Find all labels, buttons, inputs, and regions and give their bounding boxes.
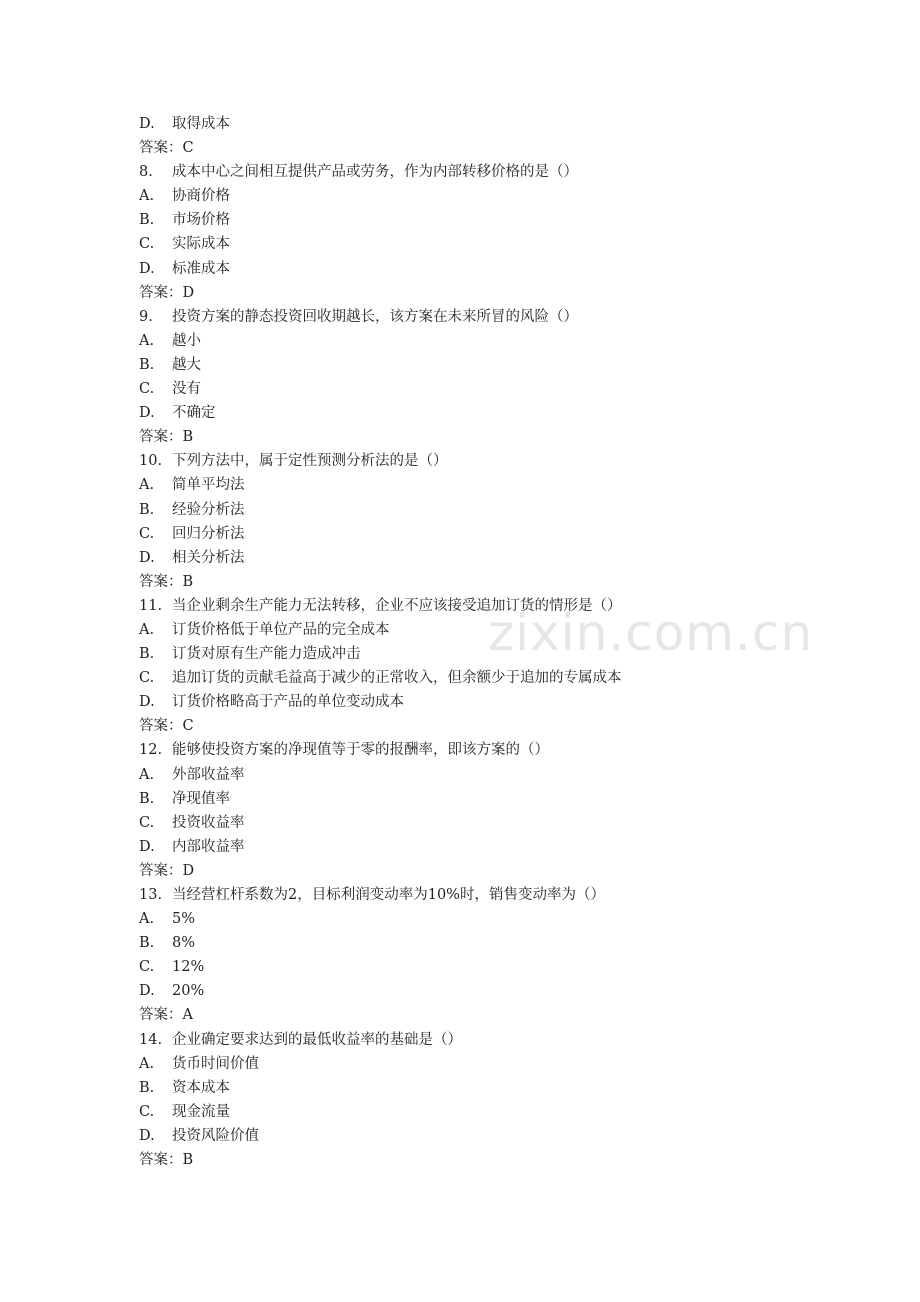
question-text: 投资方案的静态投资回收期越长，该方案在未来所冒的风险（） — [172, 308, 578, 325]
question-line — [139, 449, 859, 473]
question-line — [139, 738, 859, 762]
option-text: 取得成本 — [172, 116, 230, 132]
option-text: 净现值率 — [172, 790, 230, 807]
option-line — [139, 353, 859, 377]
option-text: 投资收益率 — [172, 814, 245, 831]
option-line — [139, 208, 859, 232]
option-line — [139, 763, 859, 787]
option-text: 12% — [172, 959, 205, 976]
option-text: 经验分析法 — [172, 501, 245, 518]
option-letter: C. — [139, 670, 155, 687]
option-letter: C. — [139, 236, 155, 253]
option-text: 标准成本 — [172, 260, 230, 277]
answer-text: 答案：C — [139, 140, 194, 157]
option-text: 5% — [172, 911, 196, 928]
option-letter: C. — [139, 814, 155, 831]
option-line — [139, 931, 859, 955]
option-letter: A. — [139, 477, 155, 494]
question-line — [139, 883, 859, 907]
question-number: 14. — [139, 1031, 163, 1048]
option-line — [139, 473, 859, 497]
question-text: 成本中心之间相互提供产品或劳务，作为内部转移价格的是（） — [172, 164, 578, 181]
option-letter: A. — [139, 188, 155, 205]
option-text: 相关分析法 — [172, 549, 245, 566]
option-letter: B. — [139, 646, 155, 663]
option-letter: D. — [139, 1127, 155, 1144]
option-letter: D. — [139, 983, 155, 1000]
option-line — [139, 184, 859, 208]
option-letter: A. — [139, 766, 155, 783]
answer-line — [139, 714, 859, 738]
option-text: 追加订货的贡献毛益高于减少的正常收入，但余额少于追加的专属成本 — [172, 670, 622, 687]
question-number: 11. — [139, 597, 163, 614]
option-text: 资本成本 — [172, 1079, 230, 1096]
option-text: 货币时间价值 — [172, 1055, 259, 1072]
option-letter: D. — [139, 549, 155, 566]
option-letter: B. — [139, 356, 155, 373]
option-letter: B. — [139, 935, 155, 952]
answer-line — [139, 1148, 859, 1172]
answer-line — [139, 281, 859, 305]
option-text: 协商价格 — [172, 188, 230, 205]
answer-text: 答案：D — [139, 284, 195, 301]
option-text: 越小 — [172, 332, 201, 349]
option-text: 订货价格低于单位产品的完全成本 — [172, 621, 390, 638]
question-line — [139, 594, 859, 618]
option-letter: D. — [139, 116, 155, 132]
option-text: 越大 — [172, 356, 201, 373]
question-text: 当企业剩余生产能力无法转移，企业不应该接受追加订货的情形是（） — [172, 597, 622, 614]
answer-line — [139, 425, 859, 449]
option-line — [139, 377, 859, 401]
question-text: 能够使投资方案的净现值等于零的报酬率，即该方案的（） — [172, 742, 549, 759]
option-line — [139, 835, 859, 859]
option-letter: B. — [139, 1079, 155, 1096]
option-letter: D. — [139, 405, 155, 422]
option-letter: A. — [139, 911, 155, 928]
option-line — [139, 666, 859, 690]
answer-text: 答案：C — [139, 718, 194, 735]
option-letter: C. — [139, 381, 155, 398]
option-text: 订货对原有生产能力造成冲击 — [172, 646, 361, 663]
answer-text: 答案：B — [139, 429, 194, 446]
option-line — [139, 1052, 859, 1076]
question-line — [139, 160, 859, 184]
option-letter: A. — [139, 1055, 155, 1072]
option-text: 回归分析法 — [172, 525, 245, 542]
option-line — [139, 787, 859, 811]
answer-text: 答案：D — [139, 862, 195, 879]
option-text: 订货价格略高于产品的单位变动成本 — [172, 694, 404, 711]
option-letter: C. — [139, 959, 155, 976]
question-number: 13. — [139, 887, 163, 903]
answer-line — [139, 859, 859, 883]
option-text: 没有 — [172, 381, 201, 398]
option-text: 现金流量 — [172, 1103, 230, 1120]
answer-line — [139, 570, 859, 594]
option-letter: A. — [139, 332, 155, 349]
option-line — [139, 618, 859, 642]
option-line — [139, 1100, 859, 1124]
answer-text: 答案：B — [139, 1152, 194, 1169]
option-letter: D. — [139, 838, 155, 855]
option-line — [139, 257, 859, 281]
option-letter: D. — [139, 694, 155, 711]
option-line — [139, 955, 859, 979]
option-letter: B. — [139, 212, 155, 229]
option-line — [139, 642, 859, 666]
option-text: 不确定 — [172, 405, 216, 422]
question-line — [139, 305, 859, 329]
answer-line — [139, 1003, 859, 1027]
option-text: 8% — [172, 935, 196, 952]
question-number: 12. — [139, 742, 163, 759]
option-line — [139, 232, 859, 256]
question-text: 下列方法中，属于定性预测分析法的是（） — [172, 453, 448, 470]
watermark: zixin.com.cn — [488, 604, 814, 662]
option-line — [139, 979, 859, 1003]
question-line — [139, 1028, 859, 1052]
answer-line — [139, 136, 859, 160]
question-number: 10. — [139, 453, 163, 470]
option-line — [139, 498, 859, 522]
option-line — [139, 690, 859, 714]
option-line — [139, 1076, 859, 1100]
option-text: 投资风险价值 — [172, 1127, 259, 1144]
option-line — [139, 329, 859, 353]
option-letter: B. — [139, 501, 155, 518]
answer-text: 答案：A — [139, 1007, 193, 1024]
option-line — [139, 401, 859, 425]
option-letter: A. — [139, 621, 155, 638]
option-letter: B. — [139, 790, 155, 807]
question-number: 9. — [139, 308, 153, 325]
option-text: 实际成本 — [172, 236, 230, 253]
question-number: 8. — [139, 164, 153, 181]
option-line — [139, 1124, 859, 1148]
option-line — [139, 907, 859, 931]
option-letter: C. — [139, 1103, 155, 1120]
option-line — [139, 522, 859, 546]
option-line — [139, 112, 859, 136]
option-text: 市场价格 — [172, 212, 230, 229]
option-line — [139, 811, 859, 835]
question-list — [139, 112, 859, 1172]
option-letter: D. — [139, 260, 155, 277]
option-text: 外部收益率 — [172, 766, 245, 783]
option-text: 20% — [172, 983, 205, 1000]
option-letter: C. — [139, 525, 155, 542]
answer-text: 答案：B — [139, 573, 194, 590]
question-text: 企业确定要求达到的最低收益率的基础是（） — [172, 1031, 462, 1048]
option-line — [139, 546, 859, 570]
option-text: 简单平均法 — [172, 477, 245, 494]
question-text: 当经营杠杆系数为2，目标利润变动率为10%时，销售变动率为（） — [172, 887, 605, 903]
option-text: 内部收益率 — [172, 838, 245, 855]
